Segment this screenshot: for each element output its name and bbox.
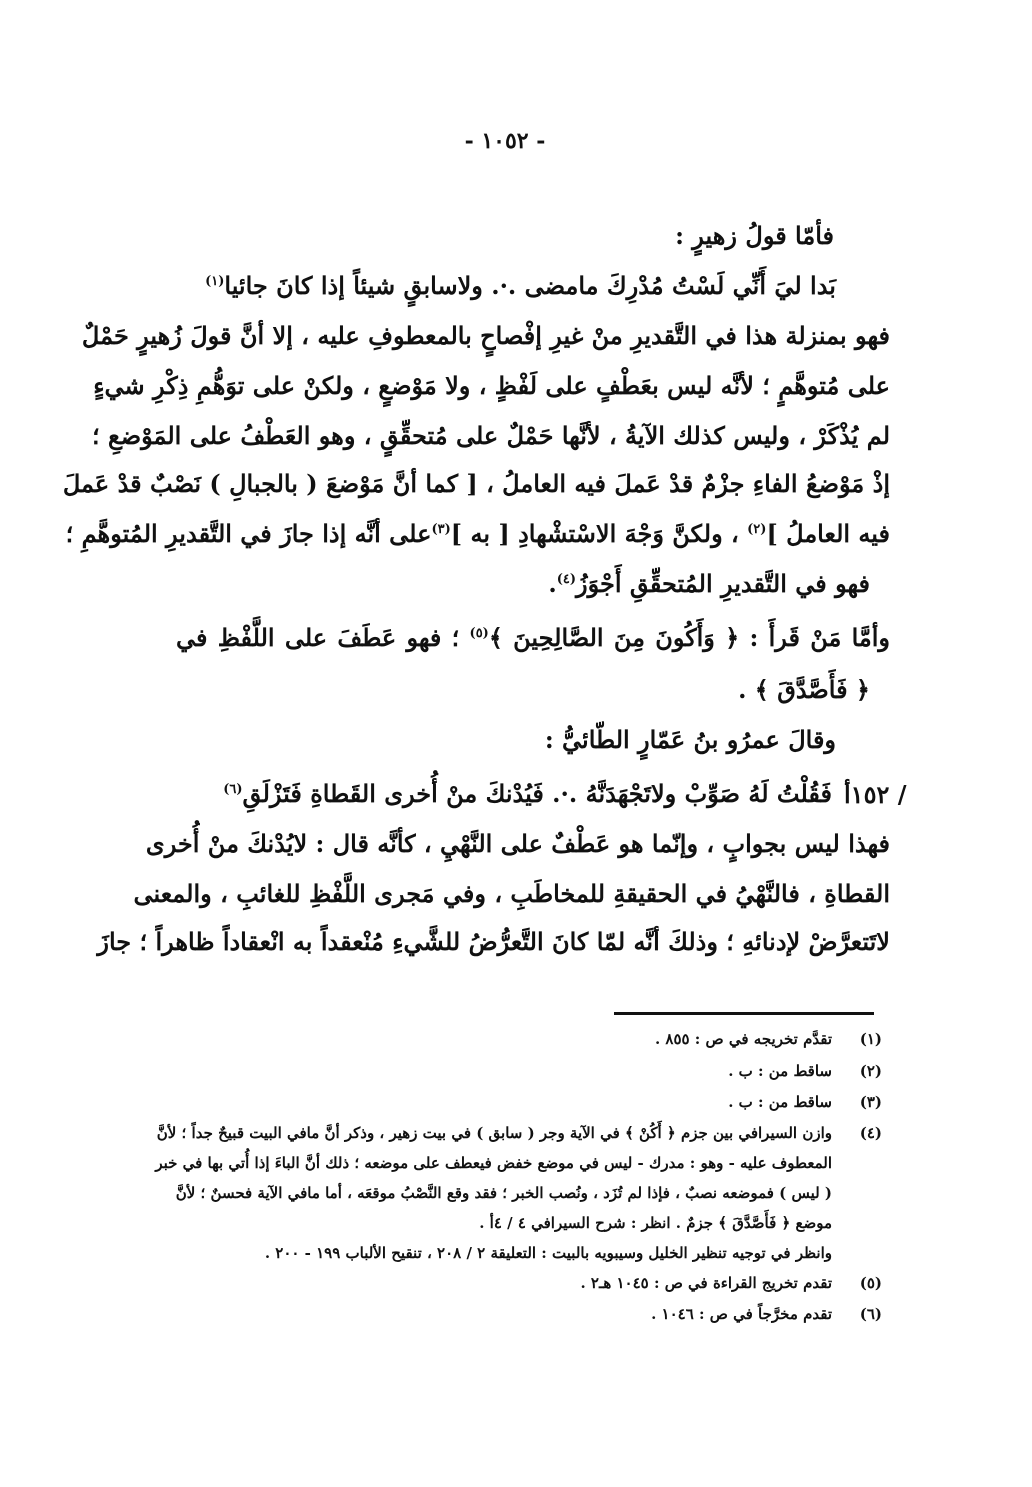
verse-line-2 <box>223 780 832 809</box>
text-segment: فيه العاملُ ] <box>766 519 890 548</box>
footnote-1 <box>142 1030 882 1048</box>
text-line-6: إذْ مَوْضعُ الفاءِ جزْمٌ قدْ عَملَ فيه العاملُ ، [ كما أنَّ مَوْضعَ ( بالجبالِ ) نَصْبٌ قدْ عَملَ <box>62 469 890 498</box>
footnote-4-continued: المعطوف عليه - وهو : مدرك - ليس في موضع خفض فيعطف على موضعه ؛ ذلك أنَّ الباءَ إذا أُتي بها في خبر <box>155 1154 832 1172</box>
verse-text: بَدا ليَ أَنِّي لَسْتُ مُدْرِكَ مامضى .·. ولاسابقٍ شيئاً إذا كانَ جائيا <box>224 271 836 300</box>
text-line-7 <box>65 519 890 549</box>
footnote-4-continued: موضع ﴿ فَأَصَّدَّقَ ﴾ جزمٌ . انظر : شرح السيرافي ٤ / ٤أ . <box>479 1214 832 1232</box>
verse-line-1 <box>205 272 836 301</box>
footnote-ref: (٣) <box>431 522 451 537</box>
footnote-number: (٢) <box>859 1062 882 1080</box>
footnote-ref: (٤) <box>556 572 577 587</box>
footnote-number: (٦) <box>859 1305 882 1323</box>
footnote-3 <box>142 1093 882 1111</box>
footnote-text: تقدم تخريج القراءة في ص : ١٠٤٥ هـ٢ . <box>580 1274 832 1292</box>
footnote-text: ساقط من : ب . <box>728 1062 832 1080</box>
text-segment: . <box>548 569 557 598</box>
footnote-ref: (٢) <box>747 522 767 537</box>
text-line-1: فأمّا قولُ زهيرٍ : <box>675 221 834 250</box>
manuscript-folio-marker: / ١٥٢أ <box>844 780 907 809</box>
text-line-13: فهذا ليس بجوابٍ ، وإنّما هو عَطْفٌ على النَّهْيِ ، كأنَّه قال : لايُدْنكَ منْ أُخرى <box>145 829 890 858</box>
footnote-number: (٣) <box>859 1093 882 1111</box>
footnote-5 <box>142 1274 882 1292</box>
footnote-2 <box>142 1062 882 1080</box>
text-line-5: لم يُذْكَرْ ، وليس كذلك الآيةُ ، لأنَّها حَمْلٌ على مُتحقِّقٍ ، وهو العَطْفُ على المَوْضعِ ؛ <box>91 421 890 450</box>
text-segment: ، ولكنَّ وَجْهَ الاسْتشْهادِ [ به ] <box>450 519 748 548</box>
footnote-6 <box>142 1305 882 1323</box>
text-line-11: وقالَ عمرُو بنُ عَمّارٍ الطّائيُّ : <box>544 725 836 754</box>
text-segment: ؛ فهو عَطَفَ على اللَّفْظِ في <box>176 623 470 652</box>
footnote-4-continued: ( ليس ) فموضعه نصبٌ ، فإذا لم تُزَد ، ونُصب الخبر ؛ فقد وقع النَّصْبُ موقعَه ، أما مافي الآية فحسنٌ ؛ لأنَّ <box>175 1184 832 1202</box>
text-line-8 <box>548 570 870 599</box>
text-line-15: لاتَتعرَّضْ لإدنائهِ ؛ وذلكَ أنَّه لمّا كانَ التَّعرُّضُ للشَّيءِ مُنْعقداً به انْعقاداً ظاهراً ؛ جازَ <box>97 927 890 956</box>
footnote-text: تقدَّم تخريجه في ص : ٨٥٥ . <box>654 1030 832 1048</box>
text-segment: فهو في التَّقديرِ المُتحقِّقِ أَجْوَزُ <box>576 569 870 598</box>
footnote-4-continued: وانظر في توجيه تنظير الخليل وسيبويه بالبيت : التعليقة ٢ / ٢٠٨ ، تنقيح الألباب ١٩٩ - ٢٠٠ . <box>264 1244 832 1262</box>
footnote-ref: (٦) <box>223 782 243 797</box>
footnote-number: (١) <box>859 1030 882 1048</box>
quran-quote-line: ﴿ فَأَصَّدَّقَ ﴾ . <box>738 675 870 704</box>
text-line-3: فهو بمنزلة هذا في التَّقديرِ منْ غيرِ إفْصاحٍ بالمعطوفِ عليه ، إلا أنَّ قولَ زُهيرٍ حَمْلٌ <box>81 321 890 350</box>
footnote-text: ساقط من : ب . <box>728 1093 832 1111</box>
text-line-4: على مُتوهَّمٍ ؛ لأنَّه ليس بعَطْفٍ على لَفْظٍ ، ولا مَوْضعٍ ، ولكنْ على توَهُّمِ ذِكْرِ شيءٍ <box>93 371 890 400</box>
footnote-ref: (٥) <box>469 626 489 641</box>
footnote-number: (٤) <box>859 1124 882 1142</box>
text-line-14: القطاةِ ، فالنَّهْيُ في الحقيقةِ للمخاطَبِ ، وفي مَجرى اللَّفْظِ للغائبِ ، والمعنى <box>133 879 890 908</box>
text-segment: على أنَّه إذا جازَ في التَّقديرِ المُتوهَّمِ ؛ <box>65 519 432 548</box>
page-number: - ١٠٥٢ - <box>464 128 546 154</box>
footnote-separator <box>614 1012 874 1015</box>
footnote-text: وازن السيرافي بين جزم ﴿ أَكُنْ ﴾ في الآية وجر ( سابق ) في بيت زهير ، وذكر أنَّ مافي البيت قبيحٌ جداً ؛ لأنَّ <box>156 1124 832 1142</box>
footnote-4 <box>142 1124 882 1142</box>
verse-text: فَقُلْتُ لَهُ صَوِّبْ ولاتَجْهَدَنَّهُ .·. فَيُدْنكَ منْ أُخرى القَطاةِ فَتَزْلَقِ <box>242 779 832 808</box>
footnote-text: تقدم مخرَّجاً في ص : ١٠٤٦ . <box>651 1305 832 1323</box>
quran-quote: وأمَّا مَنْ قَرأَ : ﴿ وَأَكُونَ مِنَ الصَّالِحِينَ ﴾ <box>488 623 891 652</box>
footnote-ref: (١) <box>205 274 225 289</box>
text-line-9 <box>176 624 890 653</box>
footnote-number: (٥) <box>859 1274 882 1292</box>
